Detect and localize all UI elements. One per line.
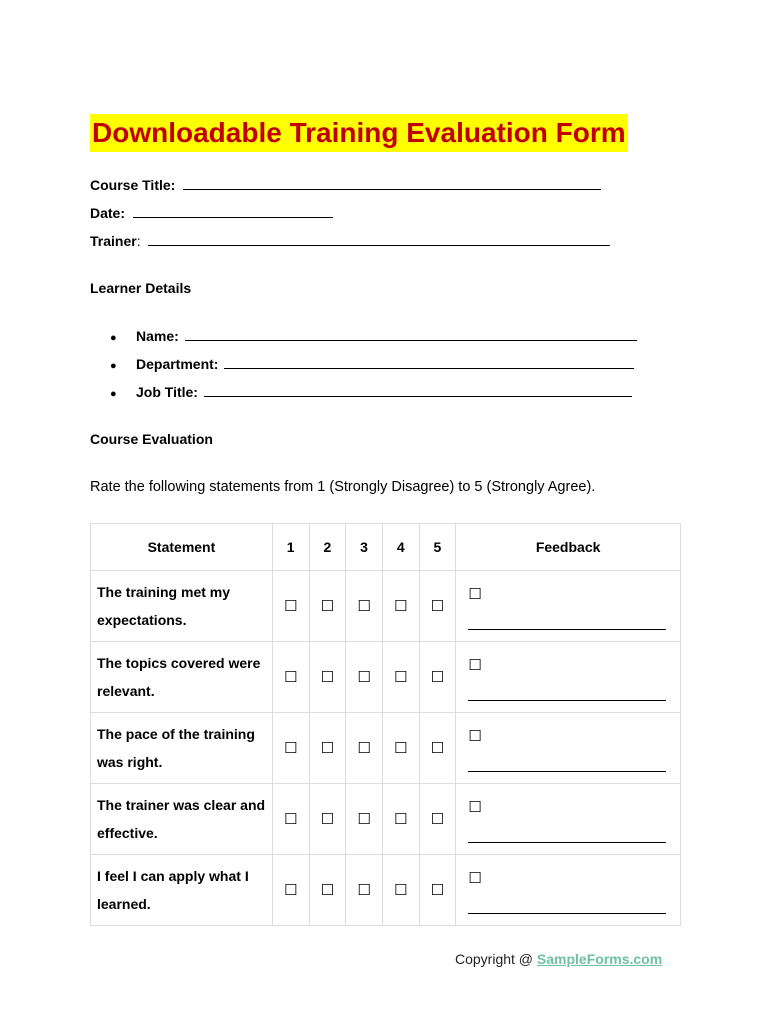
- statement-text: The pace of the training was right.: [97, 726, 255, 770]
- bullet-icon: ●: [110, 360, 117, 372]
- rating-1-checkbox[interactable]: ☐: [272, 713, 309, 784]
- feedback-cell: [456, 784, 681, 855]
- copyright-footer: [455, 950, 662, 968]
- header-rating-4: 4: [382, 524, 419, 571]
- rating-1-checkbox[interactable]: ☐: [272, 571, 309, 642]
- rating-3-checkbox[interactable]: ☐: [346, 642, 383, 713]
- table-row: [91, 571, 681, 642]
- date-label: Date:: [90, 205, 126, 221]
- header-rating-5: 5: [419, 524, 456, 571]
- rating-5-checkbox[interactable]: ☐: [419, 642, 456, 713]
- job-title-label: Job Title:: [136, 384, 198, 400]
- rating-2-checkbox[interactable]: ☐: [309, 642, 346, 713]
- rating-2-checkbox[interactable]: ☐: [309, 713, 346, 784]
- table-row: [91, 784, 681, 855]
- learner-details-heading: Learner Details: [90, 280, 192, 296]
- feedback-input-line[interactable]: [468, 686, 666, 701]
- statement-text: The trainer was clear and effective.: [97, 797, 266, 841]
- statement-text: The training met my expectations.: [97, 584, 231, 628]
- feedback-input-line[interactable]: [468, 615, 666, 630]
- table-row: [91, 642, 681, 713]
- feedback-checkbox[interactable]: ☐: [468, 797, 482, 816]
- rating-3-checkbox[interactable]: ☐: [346, 571, 383, 642]
- rating-4-checkbox[interactable]: ☐: [382, 642, 419, 713]
- brand-link[interactable]: SampleForms.com: [536, 951, 663, 967]
- course-title-label: Course Title:: [90, 177, 176, 193]
- learner-job-title-field[interactable]: [110, 383, 632, 403]
- statement-text: I feel I can apply what I learned.: [97, 868, 249, 912]
- bullet-icon: ●: [110, 388, 117, 400]
- trainer-field[interactable]: [90, 232, 610, 250]
- table-header-row: [91, 524, 681, 571]
- rating-1-checkbox[interactable]: ☐: [272, 855, 309, 926]
- rating-4-checkbox[interactable]: ☐: [382, 855, 419, 926]
- date-input-line[interactable]: [133, 205, 333, 218]
- course-title-input-line[interactable]: [183, 177, 601, 190]
- statement-cell: [91, 784, 273, 855]
- feedback-checkbox[interactable]: ☐: [468, 726, 482, 745]
- rating-5-checkbox[interactable]: ☐: [419, 784, 456, 855]
- department-input-line[interactable]: [224, 356, 634, 369]
- feedback-checkbox[interactable]: ☐: [468, 655, 482, 674]
- rating-5-checkbox[interactable]: ☐: [419, 855, 456, 926]
- feedback-input-line[interactable]: [468, 757, 666, 772]
- table-row: [91, 855, 681, 926]
- statement-cell: [91, 713, 273, 784]
- feedback-input-line[interactable]: [468, 828, 666, 843]
- rating-2-checkbox[interactable]: ☐: [309, 855, 346, 926]
- header-rating-1: 1: [272, 524, 309, 571]
- rating-4-checkbox[interactable]: ☐: [382, 571, 419, 642]
- department-label: Department:: [136, 356, 219, 372]
- rating-5-checkbox[interactable]: ☐: [419, 571, 456, 642]
- feedback-checkbox[interactable]: ☐: [468, 868, 482, 887]
- trainer-label: Trainer: [90, 233, 137, 249]
- feedback-checkbox[interactable]: ☐: [468, 584, 482, 603]
- feedback-cell: [456, 713, 681, 784]
- bullet-icon: ●: [110, 332, 117, 344]
- course-evaluation-heading: Course Evaluation: [90, 431, 213, 447]
- header-feedback: Feedback: [456, 524, 681, 571]
- rating-3-checkbox[interactable]: ☐: [346, 855, 383, 926]
- header-rating-2: 2: [309, 524, 346, 571]
- form-title: Downloadable Training Evaluation Form: [90, 114, 628, 152]
- rating-2-checkbox[interactable]: ☐: [309, 784, 346, 855]
- copyright-prefix: Copyright @: [455, 951, 537, 967]
- name-input-line[interactable]: [185, 328, 637, 341]
- statement-text: The topics covered were relevant.: [97, 655, 261, 699]
- rating-1-checkbox[interactable]: ☐: [272, 642, 309, 713]
- evaluation-table: [90, 523, 681, 926]
- header-rating-3: 3: [346, 524, 383, 571]
- job-title-input-line[interactable]: [204, 384, 632, 397]
- rating-3-checkbox[interactable]: ☐: [346, 784, 383, 855]
- statement-cell: [91, 855, 273, 926]
- header-statement: Statement: [91, 524, 273, 571]
- learner-name-field[interactable]: [110, 327, 637, 347]
- trainer-input-line[interactable]: [148, 233, 610, 246]
- statement-cell: [91, 571, 273, 642]
- rating-5-checkbox[interactable]: ☐: [419, 713, 456, 784]
- feedback-cell: [456, 642, 681, 713]
- feedback-cell: [456, 571, 681, 642]
- rating-4-checkbox[interactable]: ☐: [382, 713, 419, 784]
- table-row: [91, 713, 681, 784]
- name-label: Name:: [136, 328, 179, 344]
- rating-4-checkbox[interactable]: ☐: [382, 784, 419, 855]
- statement-cell: [91, 642, 273, 713]
- feedback-cell: [456, 855, 681, 926]
- feedback-input-line[interactable]: [468, 899, 666, 914]
- rating-instruction: Rate the following statements from 1 (Strongly Disagree) to 5 (Strongly Agree).: [90, 479, 596, 495]
- rating-1-checkbox[interactable]: ☐: [272, 784, 309, 855]
- rating-3-checkbox[interactable]: ☐: [346, 713, 383, 784]
- course-title-field[interactable]: [90, 176, 601, 194]
- rating-2-checkbox[interactable]: ☐: [309, 571, 346, 642]
- learner-department-field[interactable]: [110, 355, 634, 375]
- date-field[interactable]: [90, 204, 333, 222]
- trainer-colon: :: [136, 233, 141, 249]
